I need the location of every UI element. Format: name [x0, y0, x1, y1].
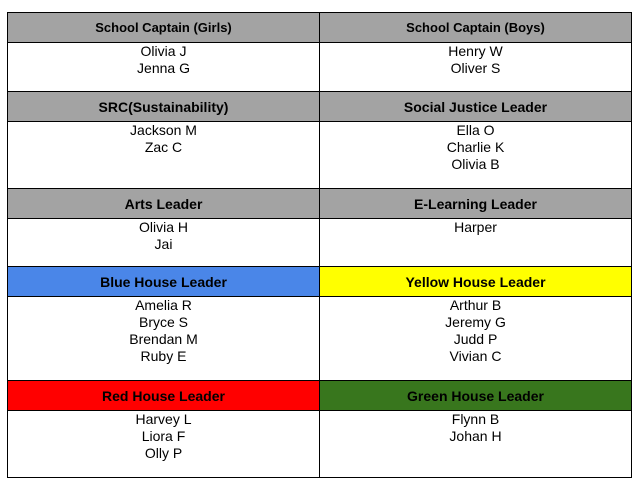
names-cell-yellow-house-leader — [320, 297, 632, 381]
names-row — [8, 411, 632, 478]
student-name: Harper — [454, 219, 497, 235]
student-name: Flynn B — [451, 411, 500, 427]
role-header-social-justice-leader: Social Justice Leader — [320, 92, 632, 122]
student-name: Brendan M — [129, 331, 198, 347]
student-name: Olivia J — [140, 43, 187, 59]
student-name: Harvey L — [135, 411, 192, 427]
names-cell-src-sustainability — [8, 122, 320, 189]
leaders-table — [7, 12, 632, 478]
names-cell-school-captain-boys — [320, 43, 632, 92]
student-name: Ruby E — [140, 348, 187, 364]
role-header-e-learning-leader: E-Learning Leader — [320, 189, 632, 219]
header-row — [8, 189, 632, 219]
student-name: Olly P — [144, 445, 183, 461]
header-row — [8, 92, 632, 122]
header-row — [8, 13, 632, 43]
student-name: Jeremy G — [445, 314, 506, 330]
names-cell-e-learning-leader — [320, 219, 632, 267]
student-name: Ella O — [456, 122, 495, 138]
student-name: Johan H — [449, 428, 502, 444]
student-name: Vivian C — [449, 348, 502, 364]
student-name: Charlie K — [446, 139, 505, 155]
student-name: Zac C — [144, 139, 183, 155]
role-header-green-house-leader: Green House Leader — [320, 381, 632, 411]
student-name: Judd P — [453, 331, 498, 347]
role-header-blue-house-leader: Blue House Leader — [8, 267, 320, 297]
names-cell-green-house-leader — [320, 411, 632, 478]
names-row — [8, 43, 632, 92]
names-cell-blue-house-leader — [8, 297, 320, 381]
names-row — [8, 122, 632, 189]
student-name: Arthur B — [449, 297, 502, 313]
student-name: Amelia R — [135, 297, 192, 313]
role-header-yellow-house-leader: Yellow House Leader — [320, 267, 632, 297]
names-cell-social-justice-leader — [320, 122, 632, 189]
role-header-arts-leader: Arts Leader — [8, 189, 320, 219]
names-cell-school-captain-girls — [8, 43, 320, 92]
role-header-red-house-leader: Red House Leader — [8, 381, 320, 411]
student-name: Jai — [154, 236, 173, 252]
names-cell-red-house-leader — [8, 411, 320, 478]
student-name: Henry W — [448, 43, 503, 59]
student-name: Jackson M — [130, 122, 197, 138]
student-name: Oliver S — [450, 60, 501, 76]
header-row — [8, 267, 632, 297]
names-row — [8, 219, 632, 267]
student-name: Jenna G — [137, 60, 190, 76]
role-header-src-sustainability: SRC(Sustainability) — [8, 92, 320, 122]
names-row — [8, 297, 632, 381]
student-name: Liora F — [141, 428, 186, 444]
student-name: Olivia B — [451, 156, 500, 172]
names-cell-arts-leader — [8, 219, 320, 267]
role-header-school-captain-boys: School Captain (Boys) — [320, 13, 632, 43]
role-header-school-captain-girls: School Captain (Girls) — [8, 13, 320, 43]
student-name: Bryce S — [138, 314, 188, 330]
student-name: Olivia H — [138, 219, 188, 235]
header-row — [8, 381, 632, 411]
